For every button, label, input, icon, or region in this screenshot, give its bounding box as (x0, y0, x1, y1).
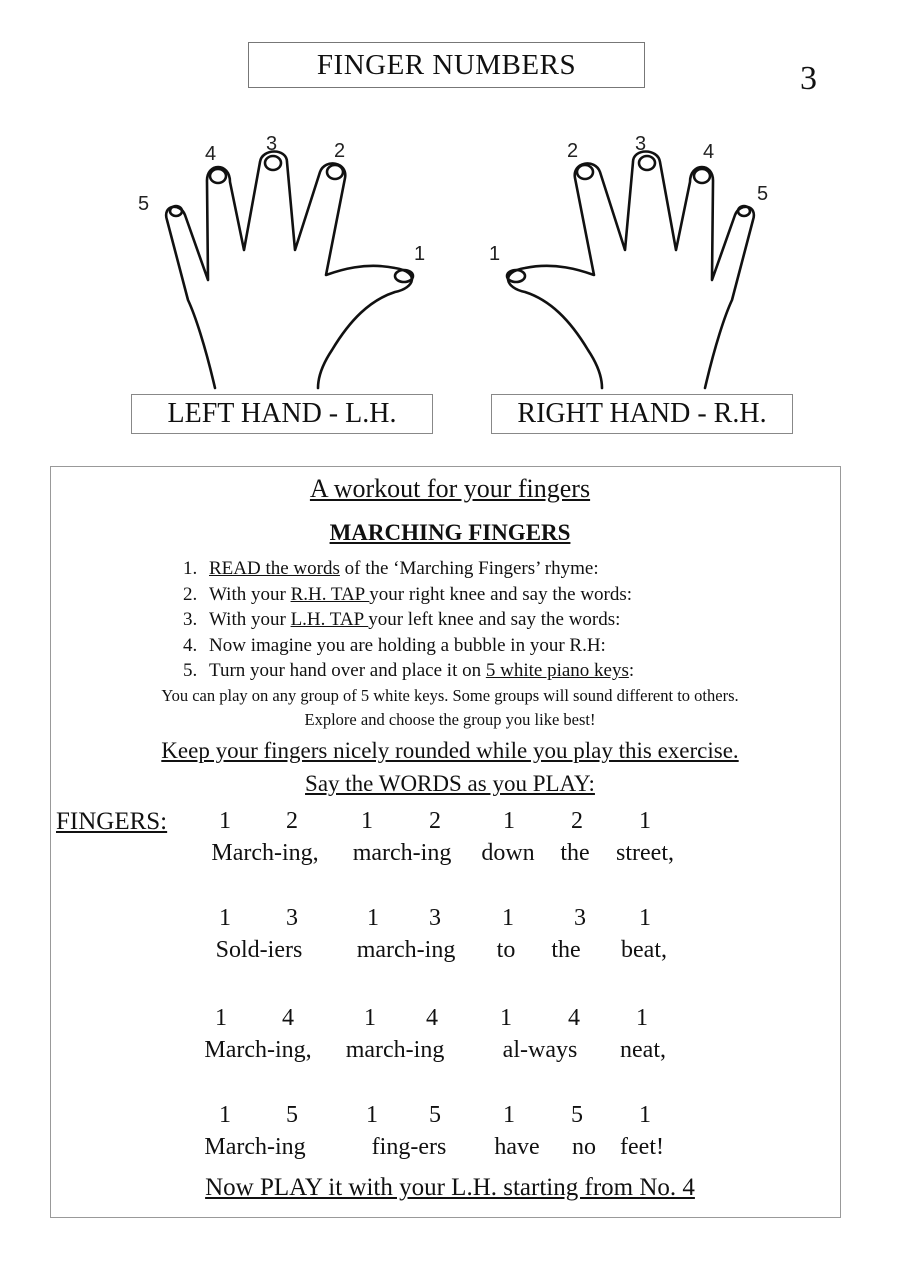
page-title: FINGER NUMBERS (248, 42, 645, 88)
verse2-word-2: march-ing (356, 937, 456, 963)
verse4-finger-1: 1 (219, 1102, 231, 1128)
verse4-finger-5: 1 (503, 1102, 515, 1128)
marching-fingers-title: MARCHING FINGERS (329, 520, 571, 545)
note-line-1: You can play on any group of 5 white keys. Some groups will sound different to others. (161, 686, 739, 705)
workout-heading: A workout for your fingers (309, 474, 591, 503)
verse2-finger-3: 1 (367, 905, 379, 931)
rh-finger-3: 3 (635, 133, 647, 155)
verse4-word-3: have (494, 1134, 540, 1160)
verse4-finger-6: 5 (571, 1102, 583, 1128)
verse3-finger-2: 4 (282, 1005, 294, 1031)
verse3-word-4: neat, (620, 1037, 666, 1063)
verse1-finger-7: 1 (639, 808, 651, 834)
lh-finger-1: 1 (414, 243, 426, 265)
verse4-finger-3: 1 (366, 1102, 378, 1128)
lh-finger-5: 5 (138, 193, 150, 215)
step-1: 1. READ the words of the ‘Marching Fingers’ rhyme: (183, 558, 599, 579)
lh-finger-4: 4 (205, 143, 217, 165)
verse3-finger-7: 1 (636, 1005, 648, 1031)
rh-finger-2: 2 (567, 140, 579, 162)
verse4-word-4: no (572, 1134, 596, 1160)
verse1-finger-1: 1 (219, 808, 231, 834)
verse3-finger-5: 1 (500, 1005, 512, 1031)
verse1-finger-3: 1 (361, 808, 373, 834)
verse1-word-2: march-ing (352, 840, 452, 866)
verse2-finger-6: 3 (574, 905, 586, 931)
verse2-finger-4: 3 (429, 905, 441, 931)
lh-finger-3: 3 (266, 133, 278, 155)
keep-rounded-line: Keep your fingers nicely rounded while you play this exercise. (161, 738, 739, 763)
verse3-finger-1: 1 (215, 1005, 227, 1031)
verse1-finger-6: 2 (571, 808, 583, 834)
verse4-word-2: fing-ers (371, 1134, 447, 1160)
verse1-word-5: street, (616, 840, 674, 866)
left-hand-drawing (166, 152, 413, 389)
verse1-word-3: down (481, 840, 535, 866)
step-2: 2. With your R.H. TAP your right knee and say the words: (183, 583, 633, 605)
verse1-word-4: the (560, 840, 590, 866)
right-hand-label: RIGHT HAND - R.H. (491, 394, 793, 434)
verse4-word-5: feet! (620, 1134, 664, 1160)
verse1-word-1: March-ing, (211, 840, 319, 866)
verse4-finger-7: 1 (639, 1102, 651, 1128)
right-hand-drawing (507, 152, 754, 389)
hands-illustration (0, 110, 900, 400)
verse2-word-1: Sold-iers (215, 937, 303, 963)
verse1-finger-2: 2 (286, 808, 298, 834)
rh-finger-1: 1 (489, 243, 501, 265)
steps-list (183, 556, 634, 684)
step-5: 5. Turn your hand over and place it on 5 white piano keys: (183, 660, 635, 681)
page-number: 3 (800, 60, 817, 97)
verse2-word-5: beat, (621, 937, 667, 963)
final-instruction: Now PLAY it with your L.H. starting from No. 4 (205, 1174, 695, 1201)
verse2-finger-5: 1 (502, 905, 514, 931)
verse4-word-1: March-ing (204, 1134, 306, 1160)
step-3: 3. With your L.H. TAP your left knee and say the words: (183, 609, 621, 630)
verse1-finger-5: 1 (503, 808, 515, 834)
verse4-finger-4: 5 (429, 1102, 441, 1128)
lh-finger-2: 2 (334, 140, 346, 162)
verse3-finger-3: 1 (364, 1005, 376, 1031)
verse3-finger-6: 4 (568, 1005, 580, 1031)
verse2-finger-2: 3 (286, 905, 298, 931)
rh-finger-4: 4 (703, 141, 715, 163)
verse4-finger-2: 5 (286, 1102, 298, 1128)
verse2-word-4: the (551, 937, 581, 963)
left-hand-label: LEFT HAND - L.H. (131, 394, 433, 434)
verse3-word-2: march-ing (345, 1037, 445, 1063)
verse3-word-3: al-ways (502, 1037, 578, 1063)
verse2-finger-1: 1 (219, 905, 231, 931)
fingers-label: FINGERS: (56, 808, 168, 835)
verse2-word-3: to (496, 937, 516, 963)
verse1-finger-4: 2 (429, 808, 441, 834)
verse3-word-1: March-ing, (204, 1037, 312, 1063)
say-words-line: Say the WORDS as you PLAY: (305, 771, 595, 796)
verse2-finger-7: 1 (639, 905, 651, 931)
verse3-finger-4: 4 (426, 1005, 438, 1031)
step-4: 4. Now imagine you are holding a bubble in your R.H: (183, 634, 606, 656)
rh-finger-5: 5 (757, 183, 769, 205)
note-line-2: Explore and choose the group you like best! (304, 710, 596, 729)
